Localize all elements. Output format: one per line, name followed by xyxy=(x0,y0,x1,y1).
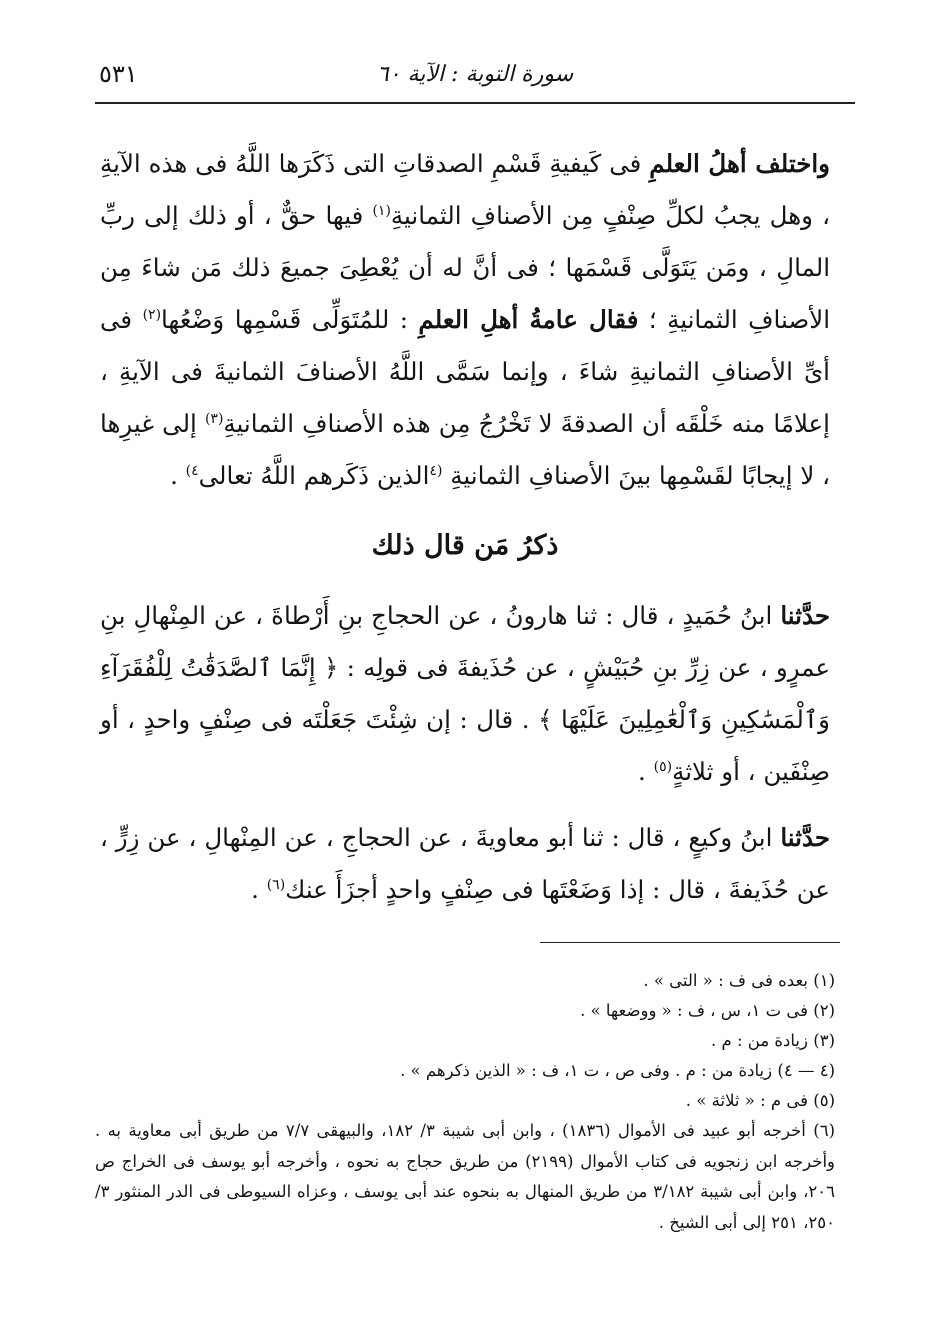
footnote-ref-5: (٥) xyxy=(653,758,673,775)
paragraph-1-text-f: الذين ذَكَرهم اللَّهُ تعالى xyxy=(198,461,430,490)
paragraph-3 xyxy=(100,812,830,916)
footnote-2: (٢) فى ت ١، س ، ف : « ووضعها » . xyxy=(580,1001,835,1020)
footnote-ref-6: (٦) xyxy=(266,876,286,893)
header-rule xyxy=(95,102,855,104)
footnotes xyxy=(95,966,835,1238)
footnote-ref-1: (١) xyxy=(372,202,391,219)
footnote-1: (١) بعده فى ف : « التى » . xyxy=(643,971,835,990)
paragraph-1 xyxy=(100,138,830,502)
paragraph-1-text xyxy=(100,138,830,502)
footnote-ref-2: (٢) xyxy=(142,306,162,323)
section-heading: ذكرُ مَن قال ذلك xyxy=(371,530,559,561)
paragraph-2-lead: حدَّثنا xyxy=(780,601,830,630)
page-number: ٥٣١ xyxy=(99,60,138,88)
running-title: سورة التوبة : الآية ٦٠ xyxy=(376,62,574,87)
paragraph-1-text-c: : للمُتَوَلِّى قَسْمِها وَضْعُها xyxy=(161,305,419,334)
paragraph-2-text-a: ابنُ حُمَيدٍ ، قال : ثنا هارونُ ، عن الحجاجِ بنِ أَرْطاةَ ، عن المِنْهالِ بنِ عمرٍو ، عن زِرِّ بنِ حُبَيْشٍ ، عن حُذَيفةَ فى قولِه : ﴿ إِنَّمَا ٱلصَّدَقَٰتُ لِلْفُقَرَآءِ وَٱلْمَسَٰكِينِ وَٱلْعَٰمِلِينَ عَلَيْهَا ﴾ . قال : إن شِئْتَ جَعَلْتَه فى صِنْفٍ واحدٍ ، أو صِنْفَين ، أو ثلاثةٍ xyxy=(100,601,830,786)
paragraph-1-text-e: إلى غيرِها ، لا إيجابًا لقَسْمِها بينَ الأصنافِ الثمانيةِ xyxy=(100,409,830,490)
paragraph-3-lead: حدَّثنا xyxy=(780,823,830,852)
paragraph-3-text xyxy=(100,812,830,916)
paragraph-3-text-b: . xyxy=(251,875,267,904)
footnote-5: (٥) فى م : « ثلاثة » . xyxy=(685,1091,835,1110)
paragraph-3-text-a: ابنُ وكيعٍ ، قال : ثنا أبو معاويةَ ، عن الحجاجِ ، عن المِنْهالِ ، عن زِرٍّ ، عن حُذَيفةَ ، قال : إذا وَضَعْتَها فى صِنْفٍ واحدٍ أجزَأَ عنك xyxy=(100,823,830,904)
paragraph-1-text-g: . xyxy=(170,461,186,490)
footnote-4: (٤ — ٤) زيادة من : م . وفى ص ، ت ١، ف : « الذين ذكرهم » . xyxy=(400,1061,835,1080)
paragraph-2-text-b: . xyxy=(638,757,654,786)
paragraph-1-text-b: فيها حقٌّ ، أو ذلك إلى ربِّ المالِ ، ومَن يَتَوَلَّى قَسْمَها ؛ فى أنَّ له أن يُعْطِىَ جميعَ ذلك مَن شاءَ مِن الأصنافِ الثمانيةِ ؛ xyxy=(100,201,830,334)
footnote-3: (٣) زيادة من : م . xyxy=(711,1031,835,1050)
paragraph-1-lead: واختلف أهلُ العلمِ xyxy=(649,149,831,178)
footnote-6: (٦) أخرجه أبو عبيد فى الأموال (١٨٣٦) ، وابن أبى شيبة ٣/ ١٨٢، والبيهقى ٧/٧ من طريق أبى معاوية به . وأخرجه ابن زنجويه فى كتاب الأموال (٢١٩٩) من طريق حجاج به نحوه ، وأخرجه أبو يوسف فى الخراج ص ٢٠٦، وابن أبى شيبة ٣/١٨٢ من طريق المنهال به بنحوه عند أبى يوسف ، وعزاه السيوطى فى الدر المنثور ٣/ ٢٥٠، ٢٥١ إلى أبى الشيخ . xyxy=(95,1121,835,1232)
paragraph-2-text xyxy=(100,590,830,798)
paragraph-2 xyxy=(100,590,830,798)
footnote-ref-4-close: ٤) xyxy=(185,462,199,479)
footnote-ref-4-open: (٤ xyxy=(429,462,443,479)
footnote-rule xyxy=(540,942,840,943)
paragraph-1-text-d: فى أىِّ الأصنافِ الثمانيةِ شاءَ ، وإنما سَمَّى اللَّهُ الأصنافَ الثمانيةَ فى الآيةِ ، إعلامًا منه خَلْقَه أن الصدقةَ لا تَخْرُجُ مِن هذه الأصنافِ الثمانيةِ xyxy=(100,305,830,438)
paragraph-1-lead-2: فقال عامةُ أهلِ العلمِ xyxy=(418,305,639,334)
paragraph-1-text-a: فى كَيفيةِ قَسْمِ الصدقاتِ التى ذَكَرَها اللَّهُ فى هذه الآيةِ ، وهل يجبُ لكلِّ صِنْفٍ مِن الأصنافِ الثمانيةِ xyxy=(100,149,830,230)
page-header xyxy=(95,58,855,98)
footnote-ref-3: (٣) xyxy=(204,410,224,427)
